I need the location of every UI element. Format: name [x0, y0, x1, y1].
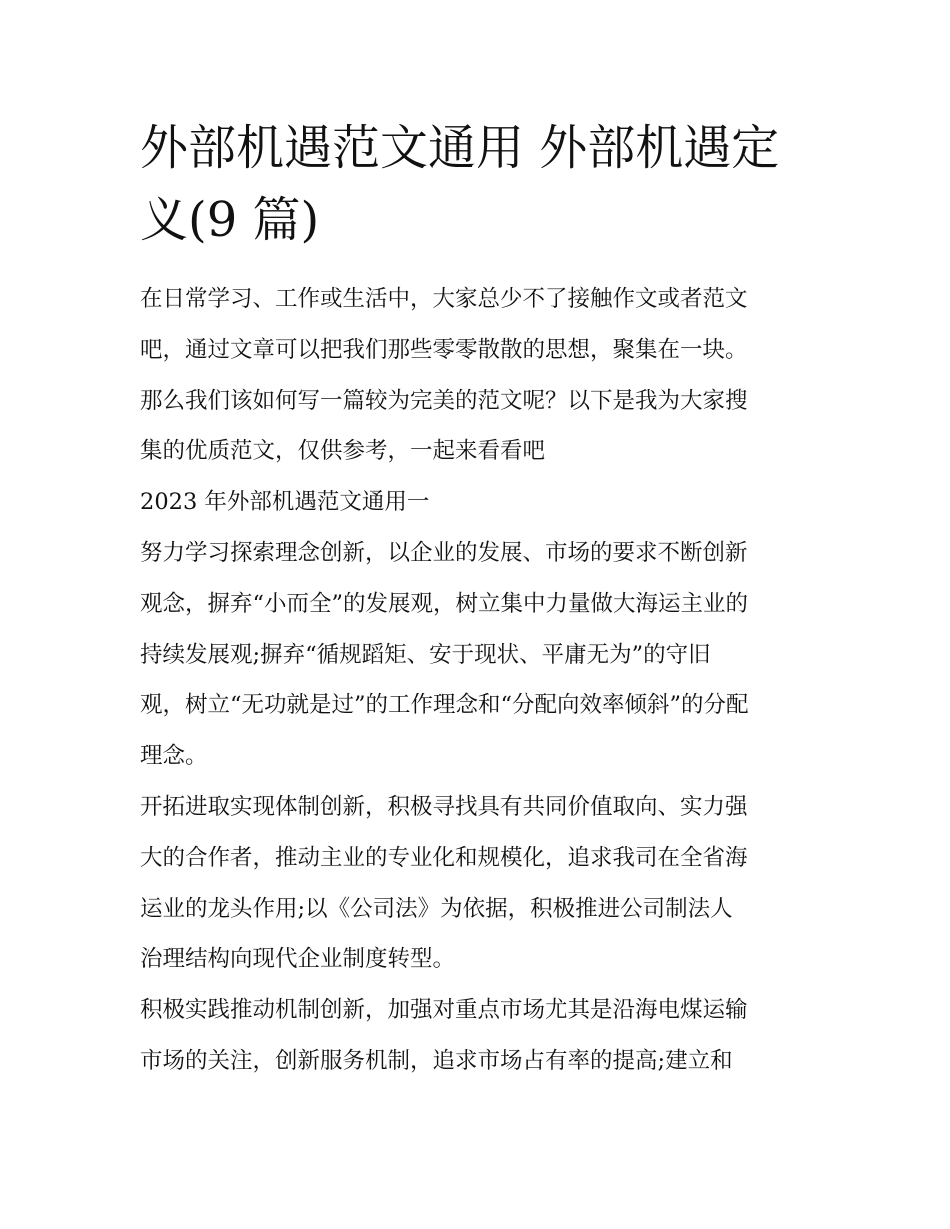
body-paragraph-1 — [140, 528, 815, 782]
text-line: 观念，摒弃“小而全”的发展观，树立集中力量做大海运主业的 — [140, 590, 749, 617]
text-line: 运业的龙头作用;以《公司法》为依据，积极推进公司制法人 — [140, 895, 733, 922]
intro-paragraph — [140, 274, 815, 477]
text-line: 吧，通过文章可以把我们那些零零散散的思想，聚集在一块。 — [140, 336, 748, 363]
body-paragraph-2 — [140, 782, 815, 985]
text-line: 开拓进取实现体制创新，积极寻找具有共同价值取向、实力强 — [140, 793, 748, 820]
title-line: 义(9 篇) — [140, 192, 320, 248]
body-paragraph-3 — [140, 985, 815, 1087]
document-title — [140, 112, 815, 256]
document-page — [140, 112, 815, 1087]
text-line: 治理结构向现代企业制度转型。 — [140, 946, 456, 973]
text-line: 理念。 — [140, 743, 208, 770]
text-line: 那么我们该如何写一篇较为完美的范文呢？以下是我为大家搜 — [140, 387, 748, 414]
section-heading: 2023 年外部机遇范文通用一 — [140, 489, 430, 516]
text-line: 市场的关注，创新服务机制，追求市场占有率的提高;建立和 — [140, 1047, 733, 1074]
text-line: 努力学习探索理念创新，以企业的发展、市场的要求不断创新 — [140, 539, 748, 566]
text-line: 积极实践推动机制创新，加强对重点市场尤其是沿海电煤运输 — [140, 997, 748, 1024]
text-line: 持续发展观;摒弃“循规蹈矩、安于现状、平庸无为”的守旧 — [140, 641, 711, 668]
text-line: 大的合作者，推动主业的专业化和规模化，追求我司在全省海 — [140, 844, 748, 871]
text-line: 集的优质范文，仅供参考，一起来看看吧 — [140, 438, 546, 465]
text-line: 在日常学习、工作或生活中，大家总少不了接触作文或者范文 — [140, 286, 748, 312]
text-line: 观，树立“无功就是过”的工作理念和“分配向效率倾斜”的分配 — [140, 692, 749, 719]
title-line: 外部机遇范文通用 外部机遇定 — [140, 120, 780, 176]
